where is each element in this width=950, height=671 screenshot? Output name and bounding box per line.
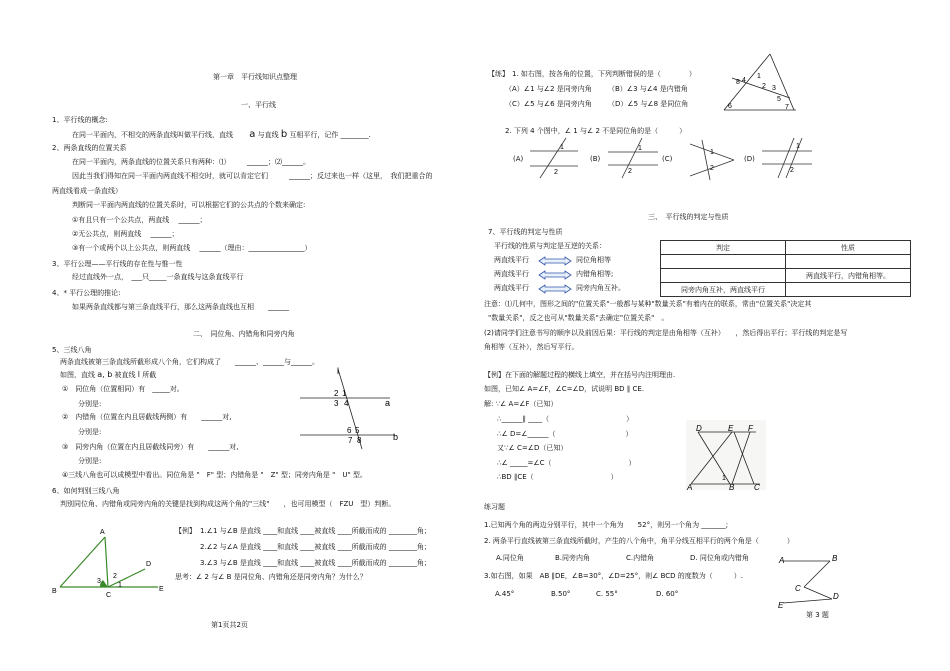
exercise-q3-C: C. 55° <box>596 590 618 598</box>
angle-5: 5 <box>355 426 360 435</box>
exercise-q3-D: D. 60° <box>656 590 679 598</box>
table-cell: 两直线平行，内错角相等。 <box>786 269 911 283</box>
angle-1: 1 <box>710 149 714 156</box>
angle-2: 2 <box>113 573 117 580</box>
section-1-title: 一、平行线 <box>241 101 276 109</box>
point-B: B <box>729 483 735 492</box>
angle-2: 2 <box>790 167 794 174</box>
option-D-label: (D) <box>744 155 755 163</box>
angle-1: 1 <box>757 73 761 80</box>
table-cell <box>786 283 911 297</box>
angle-2: 2 <box>554 169 558 176</box>
table-header-judgment: 判定 <box>661 241 786 255</box>
s5-respectively-3: 分别是: <box>78 457 102 465</box>
s1-definition <box>72 130 371 140</box>
angle-3: 3 <box>97 578 101 585</box>
option-B-label: (B) <box>590 155 601 163</box>
example2-given: 如图，已知∠ A=∠F，∠C=∠D，试说明 BD ∥ CE. <box>484 385 645 393</box>
point-A: A <box>779 556 785 565</box>
s2-line3: 两直线看成一条直线） <box>52 187 122 195</box>
exercise-heading: 练习题 <box>484 503 505 511</box>
s1-text: 在同一平面内，不相交的两条直线叫做平行线，直线 <box>72 131 233 139</box>
angle-1: 1 <box>722 475 726 482</box>
exercise-q2: 2. 两条平行直线被第三条直线所截时，产生的八个角中，角平分线互相平行的两个角是（ ） <box>484 537 794 545</box>
example2-intro: 【例】在下面的解题过程的横线上填空，并在括号内注明理由. <box>484 371 676 379</box>
angle-3: 3 <box>334 399 339 408</box>
practice-q2: 2. 下列 4 个图中，∠ 1 与∠ 2 不是同位角的是（ ） <box>505 127 687 135</box>
s5-text-b: 被直线 <box>114 371 136 379</box>
example-q1: 1.∠1 与∠B 是直线 ____和直线 ____被直线 ____所截而成的 ________角； <box>200 527 431 535</box>
point-D: D <box>833 592 839 601</box>
q3-caption: 第 3 题 <box>806 611 829 619</box>
example2-step3: ∴∠ D=∠______（ ） <box>497 430 633 438</box>
angle-3: 3 <box>772 85 776 92</box>
s2-line4: 判断同一平面内两直线的位置关系时，可以根据它们的公共点的个数来确定: <box>72 201 306 209</box>
exercise-q2-B: B.同旁内角 <box>555 554 591 562</box>
exercise-q3-A: A.45° <box>495 590 515 598</box>
table-cell <box>786 255 911 269</box>
s5-option2: ② 内错角（位置在内且居截线两侧）有 ______对, <box>62 413 232 421</box>
option-A-figure <box>530 138 578 178</box>
page-footer: 第1页共2页 <box>211 621 248 629</box>
s2-line1: 在同一平面内，两条直线的位置关系只有两种：⑴ ______；⑵______。 <box>72 158 310 166</box>
practice-q1: 1. 如右图，按各角的位置，下列判断错误的是（ ） <box>512 70 696 78</box>
exercise-q3: 3.如右图，如果 AB ∥DE，∠B=30°，∠D=25°，则∠ BCD 的度数为（ ）. <box>484 572 744 580</box>
example2-step4: 又∵∠ C=∠D（已知） <box>497 444 568 452</box>
s7-heading: 7、平行线的判定与性质 <box>488 228 563 236</box>
table-cell <box>661 269 786 283</box>
s1-heading: 1、平行线的概念: <box>52 116 108 124</box>
practice-label: 【练】 <box>488 70 509 78</box>
vertex-B: B <box>52 588 57 595</box>
s7-line1: 平行线的性质与判定是互逆的关系： <box>494 242 606 250</box>
var-a: a <box>249 129 256 140</box>
angles-figure <box>722 50 802 115</box>
table-cell: 同旁内角互补，两直线平行 <box>661 283 786 297</box>
example2-step5: ∴∠ _____=∠C（ ） <box>497 459 636 467</box>
example2-step1: 解: ∵∠ A=∠F（已知） <box>484 400 558 408</box>
s6-line1: 判别同位角、内错角或同旁内角的关键是找到构成这两个角的"三线" ，也可用模型（ FZU 型）判断。 <box>60 500 396 508</box>
angle-5: 5 <box>777 96 781 103</box>
point-F: F <box>748 424 753 433</box>
point-A: A <box>687 483 693 492</box>
angle-4: 4 <box>344 399 349 408</box>
s1-tail: 互相平行，记作 ________. <box>289 131 371 139</box>
table-cell <box>661 255 786 269</box>
exercise-q2-A: A.同位角 <box>496 554 524 562</box>
vertex-C: C <box>106 592 112 599</box>
pair1-right: 同位角相等 <box>576 256 611 264</box>
double-arrow-icon <box>538 284 572 294</box>
double-arrow-icon <box>538 256 572 266</box>
angle-6: 6 <box>347 426 352 435</box>
point-B: B <box>832 554 838 563</box>
exercise-q3-B: B.50° <box>551 590 571 598</box>
angle-4: 4 <box>742 77 746 84</box>
s2-option1: ①有且只有一个公共点，两直线 ______； <box>72 216 207 224</box>
vertex-E: E <box>159 586 164 593</box>
angle-7: 7 <box>785 104 789 111</box>
angle-1: 1 <box>796 143 800 150</box>
label-a: a <box>385 398 391 408</box>
pair3-right: 同旁内角互补。 <box>576 284 625 292</box>
ef-figure <box>686 420 766 490</box>
option-C-label: (C) <box>662 155 673 163</box>
angle-1: 1 <box>342 389 347 398</box>
angle-2: 2 <box>762 83 766 90</box>
label-l: l <box>337 366 339 376</box>
angle-8: 8 <box>357 436 362 445</box>
s5-option1: ① 同位角（位置相同）有 _____对。 <box>62 385 184 393</box>
s1-mid: 与直线 <box>257 131 279 139</box>
pair3-left: 两直线平行 <box>494 284 529 292</box>
s5-text-a: 如图，直线 <box>60 371 95 379</box>
s5-line1: 两条直线被第三条直线所截形成八个角，它们构成了 ______、______与______。 <box>60 358 319 366</box>
s6-heading: 6、如何判别三线八角 <box>52 487 120 495</box>
judgment-property-table <box>660 240 911 297</box>
s5-respectively-2: 分别是: <box>78 428 102 436</box>
exercise-q2-C: C.内错角 <box>626 554 655 562</box>
angle-8: 8 <box>736 79 740 86</box>
example-q3: 3.∠3 与∠B 是直线 ____和直线 ____被直线 ____所截而成的 ________角； <box>200 559 431 567</box>
label-b: b <box>393 432 399 442</box>
pair2-right: 内错角相等; <box>576 270 614 278</box>
angle-7: 7 <box>348 436 353 445</box>
double-arrow-icon <box>538 270 572 280</box>
s5-respectively-1: 分别是: <box>78 400 102 408</box>
example2-step6: ∴BD ∥CE（ ） <box>497 473 618 481</box>
example2-step2: ∴______∥ ____（ ） <box>497 415 634 423</box>
exercise-q1: 1.已知两个角的两边分别平行，其中一个角为 52°，则另一个角为 _______; <box>484 521 729 529</box>
note-line4: 角相等（互补），然后写平行。 <box>484 343 579 351</box>
s3-line1: 经过直线外一点， ___只_____一条直线与这条直线平行 <box>72 273 244 281</box>
s5-option3: ③ 同旁内角（位置在内且居截线同旁）有 ______对, <box>62 443 239 451</box>
var-b: b <box>280 129 288 140</box>
s2-option3: ③有一个或两个以上公共点，则两直线 ______（理由：________________） <box>72 244 312 252</box>
note-line3: (2)请同学们注意书写的顺序以及前因后果：平行线的判定是由角相等（互补） ，然后得出平行；平行线的判定是写 <box>484 329 848 337</box>
pair2-left: 两直线平行 <box>494 270 529 278</box>
pair1-left: 两直线平行 <box>494 256 529 264</box>
section-3-title: 三、 平行线的判定与性质 <box>648 213 729 221</box>
practice-q1-A: （A）∠1 与∠2 是同旁内角 <box>505 85 592 93</box>
var-l: l <box>137 370 141 379</box>
example-q2: 2.∠2 与∠A 是直线 ____和直线 ____被直线 ____所截而成的 ________角； <box>200 543 431 551</box>
chapter-title: 第一章 平行线知识点整理 <box>213 73 297 81</box>
s2-option2: ②无公共点，则两直线 ______； <box>72 230 179 238</box>
practice-q1-D: （D）∠5 与∠8 是同位角 <box>608 100 689 108</box>
practice-q1-C: （C）∠5 与∠6 是同旁内角 <box>505 100 592 108</box>
s2-heading: 2、两条直线的位置关系 <box>52 144 127 152</box>
option-B-figure <box>608 138 658 178</box>
angle-6: 6 <box>728 103 732 110</box>
example-label: 【例】 <box>175 527 196 535</box>
point-E: E <box>778 601 784 610</box>
triangle-figure <box>50 525 170 600</box>
section-2-title: 二、 同位角、内错角和同旁内角 <box>193 330 295 338</box>
note-line1: 注意：⑴几何中，图形之间的"位置关系"一般都与某种"数量关系"有着内在的联系，常由"位置关系"决定其 <box>484 300 812 308</box>
example-think: 思考：∠ 2 与∠ B 是同位角、内错角还是同旁内角？为什么？ <box>175 573 367 581</box>
exercise-q2-D: D. 同位角或内错角 <box>690 554 749 562</box>
angle-1: 1 <box>118 582 122 589</box>
s5-text-c: 所截 <box>142 371 157 379</box>
s3-heading: 3、平行公理——平行线的存在性与惟一性 <box>52 260 183 268</box>
angle-1: 1 <box>560 144 564 151</box>
note-line2: "数量关系"，反之也可从"数量关系"去确定"位置关系" 。 <box>488 314 669 322</box>
point-C: C <box>795 584 801 593</box>
angle-2: 2 <box>710 165 714 172</box>
s5-option4: ④三线八角也可以成模型中看出。同位角是 " F" 型；内错角是 " Z" 型；同旁内角是 " U" 型。 <box>62 471 367 479</box>
angle-2: 2 <box>628 168 632 175</box>
q3-figure <box>778 553 840 609</box>
table-header-property: 性质 <box>786 241 911 255</box>
option-D-figure <box>762 138 812 178</box>
option-C-figure <box>686 140 736 180</box>
transversal-figure <box>300 365 410 450</box>
option-A-label: (A) <box>513 155 524 163</box>
angle-1: 1 <box>638 145 642 152</box>
s2-line2: 因此当我们得知在同一平面内两直线不相交时，就可以肯定它们 ______；反过来也一样（这里， 我们把重合的 <box>72 172 433 180</box>
s4-line1: 如果两条直线都与第三条直线平行，那么这两条直线也互相 ______ <box>72 303 289 311</box>
s5-line2 <box>60 370 156 380</box>
point-E: E <box>728 424 734 433</box>
point-C: C <box>754 483 760 492</box>
point-D: D <box>696 424 702 433</box>
vertex-A: A <box>100 529 105 536</box>
var-ab: a, b <box>97 370 113 379</box>
s5-heading: 5、三线八角 <box>52 346 92 354</box>
s4-heading: 4、* 平行公理的推论: <box>52 289 121 297</box>
practice-q1-B: （B）∠3 与∠4 是内错角 <box>608 85 688 93</box>
vertex-D: D <box>146 561 152 568</box>
angle-2: 2 <box>334 389 339 398</box>
